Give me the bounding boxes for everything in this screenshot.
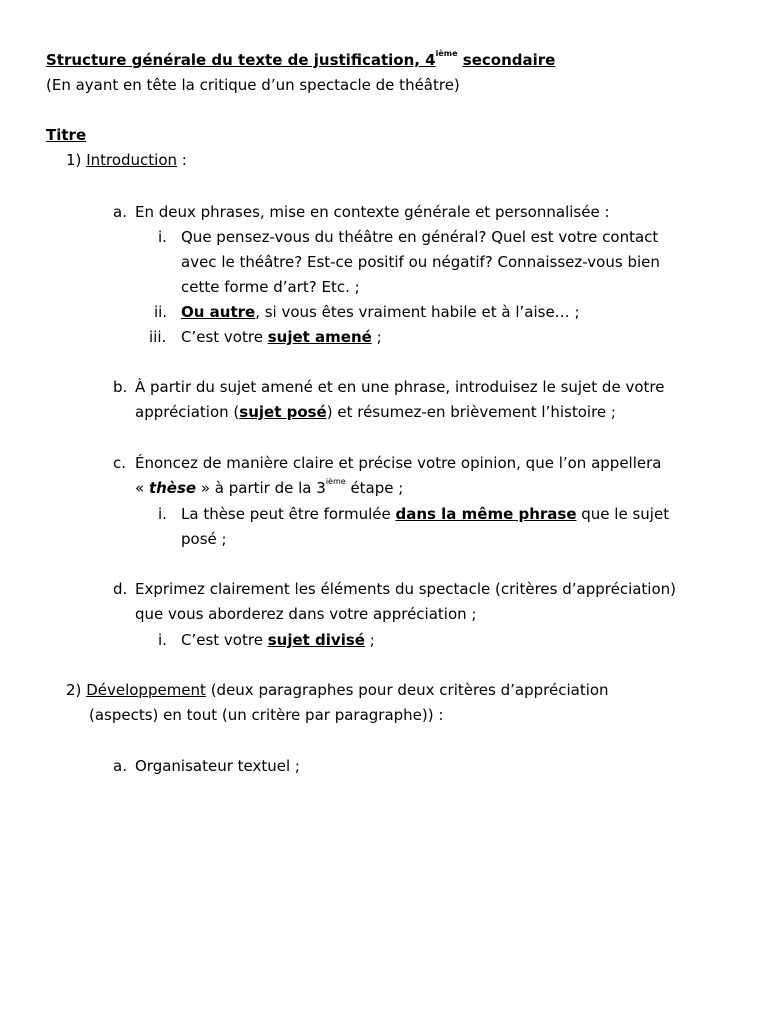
item-a-sub-iii-marker: iii.: [149, 328, 167, 346]
item-c-line2: [135, 476, 403, 501]
item-c-sub-i-marker: i.: [158, 505, 167, 523]
item-c-sub-i-line2: posé ;: [181, 530, 227, 548]
item-d-sub-i-emph: sujet divisé: [267, 631, 365, 649]
item-2a-marker: a.: [113, 757, 127, 775]
item-c-marker: c.: [113, 454, 127, 472]
item-b-line2-emph: sujet posé: [239, 403, 327, 421]
item-a-sub-ii-marker: ii.: [154, 303, 168, 321]
item-d-sub-i-text: [181, 628, 375, 653]
document-subheading: (En ayant en tête la critique d’un spectacle de théâtre): [46, 76, 460, 94]
item-c-line1: Énoncez de manière claire et précise votre opinion, que l’on appellera: [135, 454, 662, 472]
item-a-sub-ii-rest: , si vous êtes vraiment habile et à l’aise… ;: [255, 303, 580, 321]
section2-rest: (deux paragraphes pour deux critères d’appréciation: [205, 681, 609, 699]
item-b-marker: b.: [113, 378, 128, 396]
item-c-line2-post: étape ;: [345, 479, 404, 497]
item-c-line2-pre: «: [135, 479, 149, 497]
item-a-sub-i-line2: avec le théâtre? Est-ce positif ou négatif? Connaissez-vous bien: [181, 253, 660, 271]
item-c-sub-i-pre: La thèse peut être formulée: [181, 505, 396, 523]
item-a-sub-i-marker: i.: [158, 228, 167, 246]
item-a-sub-i-line1: Que pensez-vous du théâtre en général? Quel est votre contact: [181, 228, 659, 246]
item-d-line1: Exprimez clairement les éléments du spectacle (critères d’appréciation): [135, 580, 677, 598]
item-c-line2-ital: thèse: [148, 479, 197, 497]
section1-heading: [66, 148, 187, 173]
item-c-sub-i-post: que le sujet: [576, 505, 670, 523]
document-heading: [46, 48, 555, 73]
item-c-line2-mid: » à partir de la 3: [196, 479, 326, 497]
item-a-sub-i-line3: cette forme d’art? Etc. ;: [181, 278, 360, 296]
item-a-sub-iii-text: [181, 325, 382, 350]
item-a-sub-ii-emph: Ou autre: [181, 303, 256, 321]
section2-heading: [66, 678, 609, 703]
item-a-text: En deux phrases, mise en contexte générale et personnalisée :: [135, 203, 610, 221]
item-c-line2-sup: ième: [325, 477, 346, 486]
item-a-sub-iii-emph: sujet amené: [267, 328, 372, 346]
item-a-marker: a.: [113, 203, 127, 221]
section1-label: Introduction: [86, 151, 178, 169]
item-d-marker: d.: [113, 580, 128, 598]
item-d-sub-i-marker: i.: [158, 631, 167, 649]
item-b-line2-post: ) et résumez-en brièvement l’histoire ;: [326, 403, 616, 421]
item-d-sub-i-pre: C’est votre: [181, 631, 268, 649]
title-label: Titre: [46, 126, 87, 144]
heading-part1: Structure générale du texte de justification, 4: [46, 51, 436, 69]
item-d-line2: que vous aborderez dans votre appréciation ;: [135, 605, 477, 623]
item-d-sub-i-post: ;: [364, 631, 375, 649]
section2-line2: (aspects) en tout (un critère par paragraphe)) :: [89, 706, 444, 724]
item-b-line1: À partir du sujet amené et en une phrase, introduisez le sujet de votre: [135, 378, 665, 396]
heading-part2: secondaire: [462, 51, 556, 69]
item-c-sub-i-emph: dans la même phrase: [395, 505, 577, 523]
item-2a-text: Organisateur textuel ;: [135, 757, 300, 775]
section2-number: 2): [66, 681, 82, 699]
item-b-line2: [135, 400, 616, 425]
item-a-sub-iii-post: ;: [371, 328, 382, 346]
heading-sup: ième: [435, 49, 458, 58]
item-a-sub-ii-text: [181, 300, 580, 325]
section1-number: 1): [66, 151, 82, 169]
item-a-sub-iii-pre: C’est votre: [181, 328, 268, 346]
item-b-line2-pre: appréciation (: [135, 403, 240, 421]
section2-label: Développement: [86, 681, 206, 699]
section1-suffix: :: [177, 151, 187, 169]
item-c-sub-i-text: [181, 502, 669, 527]
